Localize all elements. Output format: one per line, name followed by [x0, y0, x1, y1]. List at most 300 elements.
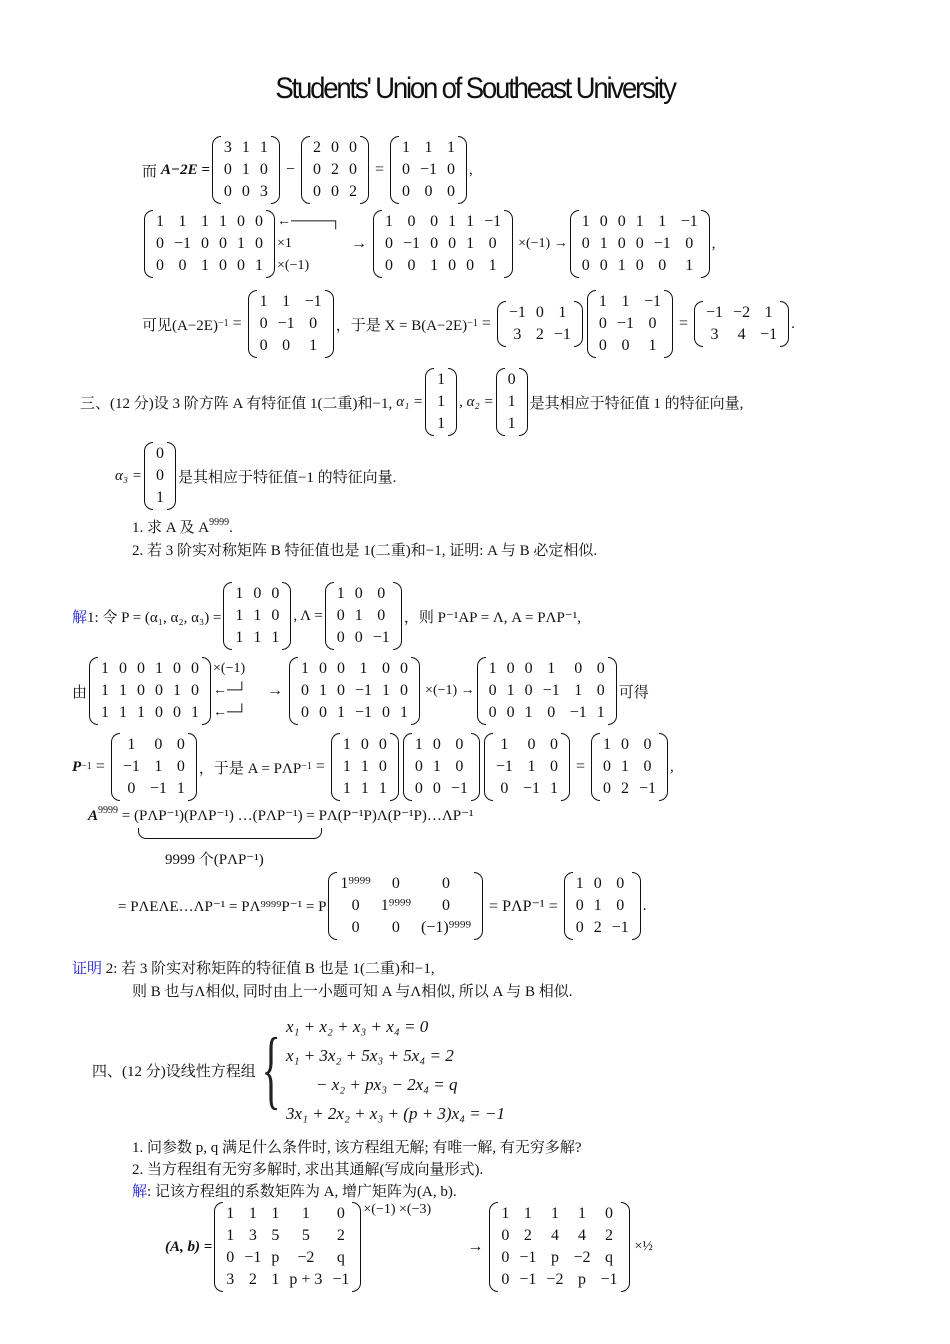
arrow-icon: →	[267, 682, 284, 699]
left-paren-icon	[325, 582, 334, 650]
right-paren-icon	[411, 657, 420, 725]
matrix-cell: 0	[336, 629, 345, 646]
augmented-matrix-line	[165, 1202, 653, 1292]
matrix-cell: 1	[271, 1271, 280, 1288]
matrix	[289, 657, 420, 725]
matrix-cell: 0	[407, 257, 416, 274]
matrix	[477, 657, 617, 725]
right-paren-icon	[471, 733, 480, 801]
matrix-cell: −1	[643, 293, 661, 310]
matrix-cell: 0	[547, 704, 556, 721]
matrix-cell: 3	[710, 326, 719, 343]
matrix-cell: 0	[312, 183, 321, 200]
matrix-cell: −1	[508, 304, 526, 321]
matrix-Lambda	[325, 582, 402, 650]
matrix-cell: 1	[360, 780, 369, 797]
matrix-cell: 0	[648, 315, 657, 332]
matrix-cell: 0	[635, 257, 644, 274]
matrix	[144, 210, 275, 278]
left-paren-icon	[212, 136, 221, 204]
matrix-cell: 0	[455, 758, 464, 775]
left-paren-icon	[564, 872, 573, 940]
matrix-cell: 1	[648, 337, 657, 354]
matrix-cell: 2	[336, 1227, 345, 1244]
row-op: ×1	[277, 236, 292, 251]
section3-heading: 三、(12 分)设 3 阶方阵 A 有特征值 1(二重)和−1,	[80, 395, 393, 412]
matrix-cell: −1	[611, 919, 629, 936]
matrix-cell: 1	[271, 629, 280, 646]
page-header-title: Students' Union of Southeast University	[275, 72, 675, 105]
left-paren-icon	[214, 1202, 223, 1292]
matrix-cell: 0	[501, 1271, 510, 1288]
matrix-cell: 0	[524, 682, 533, 699]
matrix-cell: 0	[219, 257, 228, 274]
matrix-cell: 1	[354, 607, 363, 624]
right-paren-icon	[632, 872, 641, 940]
matrix-cell: 1	[301, 1205, 310, 1222]
matrix-cell: 1	[319, 682, 328, 699]
matrix-cell: 1	[235, 585, 244, 602]
question-2: 2. 若 3 阶实对称矩阵 B 特征值也是 1(二重)和−1, 证明: A 与 B 必定相似.	[132, 543, 598, 559]
matrix-cell: 3	[513, 326, 522, 343]
matrix-cell: 2	[593, 919, 602, 936]
matrix-grid	[340, 733, 390, 801]
row-ops: ×(−1) ×(−3)	[363, 1202, 432, 1217]
right-paren-icon	[271, 136, 280, 204]
right-paren-icon	[664, 290, 673, 358]
proof-label: 证明	[72, 961, 103, 977]
matrix-cell: 0	[506, 660, 515, 677]
matrix-cell: 0	[255, 235, 264, 252]
matrix-cell: 1	[488, 660, 497, 677]
equals-sign: =	[95, 758, 105, 775]
matrix-cell: 1	[301, 660, 310, 677]
matrix-cell: 0	[176, 736, 185, 753]
matrix-cell: 3	[248, 1227, 257, 1244]
matrix-cell: 0	[337, 682, 346, 699]
matrix-grid	[573, 872, 632, 940]
matrix-cell: 0	[414, 780, 423, 797]
matrix-cell: −1	[174, 235, 192, 252]
matrix-P	[223, 582, 291, 650]
matrix-cell: 0	[506, 704, 515, 721]
right-paren-icon	[701, 210, 710, 278]
p-label: P	[72, 758, 82, 775]
power-expression: = (PΛP⁻¹)(PΛP⁻¹) …(PΛP⁻¹) = PΛ(P⁻¹P)Λ(P⁻¹P)…ΛP⁻¹	[121, 808, 474, 824]
left-paren-icon	[570, 210, 579, 278]
matrix-cell: 1	[237, 235, 246, 252]
equation: − x₂ + px₃ − 2x₄ = q	[316, 1075, 458, 1094]
matrix-cell: 1	[241, 139, 250, 156]
matrix-cell: 4	[550, 1227, 559, 1244]
matrix-cell: 0	[156, 235, 164, 252]
prefix-you: 由	[72, 684, 88, 701]
matrix-cell: 1	[549, 780, 558, 797]
matrix-cell: 1	[617, 257, 626, 274]
alpha3-tail: 是其相应于特征值−1 的特征向量.	[177, 469, 397, 486]
matrix-cell: 0	[155, 467, 164, 484]
matrix-cell: 0	[524, 660, 533, 677]
matrix-cell: 5	[301, 1227, 310, 1244]
matrix-cell: −1	[244, 1249, 262, 1266]
matrix-cell: 1	[507, 393, 516, 410]
matrix-cell: 0	[382, 704, 391, 721]
matrix-cell: 0	[282, 337, 291, 354]
matrix-cell: 0	[354, 629, 363, 646]
matrix-cell: 1	[101, 704, 110, 721]
matrix-cell: 0	[173, 660, 182, 677]
matrix-cell: 0	[377, 607, 386, 624]
left-paren-icon	[496, 368, 505, 436]
matrix-cell: 1	[342, 758, 351, 775]
row-reduction-2	[72, 657, 649, 725]
equals-sign: =	[481, 315, 491, 332]
matrix-grid	[596, 290, 664, 358]
matrix-cell: 0	[173, 704, 182, 721]
matrix-cell: 1	[764, 304, 773, 321]
section4-system	[92, 1012, 505, 1128]
solution1-tail: ，则 P⁻¹AP = Λ, A = PΛP⁻¹,	[403, 609, 581, 626]
matrix-cell: 0	[602, 758, 611, 775]
matrix-cell: −1	[519, 1249, 537, 1266]
matrix-cell: 1	[437, 393, 446, 410]
matrix-cell: 1	[558, 304, 567, 321]
matrix	[248, 290, 334, 358]
power2-expression: = PΛEΛE…ΛP⁻¹ = PΛ⁹⁹⁹⁹P⁻¹ = P	[118, 898, 327, 915]
matrix-cell: −1	[277, 315, 295, 332]
ke-de: 可得	[618, 684, 649, 701]
right-paren-icon	[474, 872, 483, 940]
right-paren-icon	[659, 733, 668, 801]
vector-alpha1	[425, 368, 457, 436]
matrix-cell: 0	[549, 736, 558, 753]
matrix-cell: 0	[237, 213, 246, 230]
matrix-cell: 1	[550, 1205, 559, 1222]
matrix-cell: 1	[581, 213, 590, 230]
right-paren-icon	[325, 290, 334, 358]
matrix-grid	[257, 290, 325, 358]
matrix-cell: 1	[437, 415, 446, 432]
matrix-cell: 1	[382, 682, 391, 699]
p-inverse-line: P −1 = 1 0 0 −1 1 0 0 −1 1 ，于是 A = PΛP −1 = 1 0 0 1 1 0 1 1 1 1 0 0 0 1 0 0 0 −1 1 0 0 −1 1 0 0 −1 1 = 1 0 0 0 1 0 0 2 −1 ,	[72, 733, 674, 801]
matrix-cell: 0	[377, 585, 386, 602]
left-paren-icon	[587, 290, 596, 358]
matrix-cell: −1	[355, 704, 373, 721]
row-op: ×(−1)	[277, 258, 310, 273]
matrix-cell: −1	[372, 629, 390, 646]
arrow-icon: ←─┘	[213, 705, 247, 720]
right-paren-icon	[390, 733, 399, 801]
matrix	[694, 301, 789, 347]
matrix-cell: 0	[400, 660, 409, 677]
matrix-cell: q	[605, 1249, 613, 1266]
matrix-cell: 3	[226, 1271, 235, 1288]
matrix-cell: 0	[488, 682, 497, 699]
matrix-cell: −1	[122, 758, 140, 775]
matrix-cell: 1	[119, 704, 128, 721]
matrix-cell: −1	[542, 682, 560, 699]
alpha1-label: α₁ =	[396, 393, 424, 410]
comma: ,	[469, 161, 473, 178]
matrix-grid	[98, 657, 202, 725]
proof2-text1: 2: 若 3 阶实对称矩阵的特征值 B 也是 1(二重)和−1,	[102, 961, 435, 977]
matrix-grid	[703, 301, 780, 347]
solution-label: 解	[132, 1184, 148, 1200]
matrix-grid	[120, 733, 188, 801]
matrix-cell: 1	[523, 1205, 532, 1222]
period: .	[229, 520, 233, 536]
matrix-grid	[334, 582, 393, 650]
matrix-cell: 1	[385, 213, 394, 230]
matrix-cell: 0	[447, 161, 456, 178]
row-reduction-1	[142, 210, 716, 278]
matrix-grid	[506, 301, 574, 347]
row-op-arrow-icon: ←────┐	[277, 214, 341, 229]
matrix-cell: 1	[201, 213, 210, 230]
right-paren-icon	[393, 582, 402, 650]
matrix-cell: 1	[137, 704, 146, 721]
matrix-cell: 0	[259, 337, 268, 354]
matrix-cell: 0	[391, 875, 400, 892]
matrix-cell: 0	[430, 235, 439, 252]
matrix	[214, 1202, 361, 1292]
matrix-cell: 1	[414, 736, 423, 753]
matrix-grid	[486, 657, 608, 725]
matrix-cell: −1	[304, 293, 322, 310]
left-paren-icon	[328, 872, 337, 940]
matrix-cell: 0	[312, 161, 321, 178]
matrix-cell: 0	[581, 235, 590, 252]
proof2-line2: 则 B 也与Λ相似, 同时由上一小题可知 A 与Λ相似, 所以 A 与 B 相似.	[132, 984, 573, 1000]
arrow-icon: ←─┘	[213, 683, 247, 698]
matrix	[489, 1202, 629, 1292]
right-paren-icon	[608, 657, 617, 725]
matrix-cell: 0	[455, 736, 464, 753]
matrix-cell: 0	[378, 758, 387, 775]
matrix-grid	[298, 657, 411, 725]
matrix-cell: 0	[442, 897, 451, 914]
matrix-cell: −1	[149, 780, 167, 797]
matrix-cell: 0	[430, 213, 439, 230]
matrix-cell: 1	[620, 758, 629, 775]
matrix-cell: 0	[337, 660, 346, 677]
matrix-cell: 0	[119, 660, 128, 677]
matrix-cell: p	[577, 1271, 586, 1288]
matrix-cell: 1	[342, 780, 351, 797]
left-paren-icon	[89, 657, 98, 725]
matrix-cell: 0	[442, 875, 451, 892]
minus-sign: −	[285, 161, 295, 178]
matrix-cell: p + 3	[289, 1271, 323, 1288]
matrix-cell: −2	[733, 304, 751, 321]
x-solution: 可见(A−2E) −1 = 1 1 −1 0 −1 0 0 0 1 ，于是 X = B(A−2E) −1 = −1 0 1 3 2 −1 1 1 −1 0 −1 0 0 0 1 = −1 −2 1 3 4 −1 .	[142, 290, 795, 358]
matrix	[331, 733, 399, 801]
matrix-cell: 0	[501, 1249, 510, 1266]
matrix-cell: 0	[424, 183, 433, 200]
matrix-cell: 2	[523, 1227, 532, 1244]
right-paren-icon	[519, 368, 528, 436]
matrix-cell: 4	[577, 1227, 586, 1244]
matrix-grid	[382, 210, 504, 278]
matrix	[570, 210, 710, 278]
matrix-cell: 0	[309, 315, 318, 332]
solution1-intro	[72, 582, 581, 650]
matrix-cell: 0	[253, 585, 262, 602]
matrix-cell: 1	[466, 235, 475, 252]
matrix-cell: 0	[385, 257, 394, 274]
matrix-cell: 0	[549, 758, 558, 775]
left-paren-icon	[301, 136, 310, 204]
question-1	[132, 516, 233, 537]
matrix-cell: 1	[201, 257, 210, 274]
x-expression: ，于是 X = B(A−2E)	[335, 317, 468, 334]
matrix-cell: 1	[155, 489, 164, 506]
matrix-cell: p	[271, 1249, 280, 1266]
matrix-cell: 0	[617, 235, 626, 252]
matrix-cell: 0	[575, 897, 584, 914]
inverse-label: 可见(A−2E)	[142, 317, 218, 334]
matrix-cell: 2	[348, 183, 357, 200]
equations	[286, 1012, 505, 1128]
matrix-cell: 0	[488, 235, 497, 252]
matrix-cell: 0	[271, 585, 280, 602]
left-paren-icon	[248, 290, 257, 358]
row-op: ×(−1) →	[425, 683, 475, 698]
matrix-cell: 1	[378, 780, 387, 797]
section4-q1: 1. 问参数 p, q 满足什么条件时, 该方程组无解; 有唯一解, 有无穷多解?	[132, 1140, 582, 1156]
matrix-cell: 0	[488, 704, 497, 721]
matrix-cell: 0	[391, 919, 400, 936]
matrix-cell: 1	[359, 660, 368, 677]
matrix-cell: 1	[448, 213, 457, 230]
matrix	[591, 733, 668, 801]
matrix-cell: 1	[424, 139, 433, 156]
right-paren-icon	[352, 1202, 361, 1292]
left-paren-icon	[489, 1202, 498, 1292]
matrix-grid	[505, 368, 519, 436]
matrix-cell: 3	[259, 183, 268, 200]
matrix-cell: −1	[484, 213, 502, 230]
matrix-cell: 0	[137, 682, 146, 699]
matrix-cell: 0	[354, 585, 363, 602]
matrix-cell: q	[336, 1249, 345, 1266]
matrix-cell: 5	[271, 1227, 280, 1244]
matrix	[564, 872, 641, 940]
matrix-cell: 1	[309, 337, 318, 354]
matrix-cell: 1	[500, 736, 509, 753]
prefix-er: 而	[142, 163, 158, 180]
matrix-cell: 1	[176, 780, 185, 797]
left-paren-icon	[484, 733, 493, 801]
matrix-cell: −2	[573, 1249, 591, 1266]
section4-q2: 2. 当方程组有无穷多解时, 求出其通解(写成向量形式).	[132, 1162, 484, 1178]
matrix-cell: 0	[575, 919, 584, 936]
matrix-cell: 0	[223, 161, 232, 178]
matrix-cell: 0	[348, 139, 357, 156]
matrix-cell: −2	[546, 1271, 564, 1288]
matrix-cell: 0	[596, 660, 605, 677]
arrow-icon: →	[467, 1238, 484, 1255]
matrix-cell: 0	[527, 736, 536, 753]
row-op: ×½	[634, 1239, 653, 1254]
matrix-cell: 3	[223, 139, 232, 156]
matrix-grid	[153, 210, 266, 278]
lhs: A−2E =	[161, 161, 210, 178]
matrix-cell: 0	[616, 875, 625, 892]
matrix-cell: 1	[506, 682, 515, 699]
matrix-cell: 2	[312, 139, 321, 156]
equation: x₁ + 3x₂ + 5x₃ + 5x₄ = 2	[286, 1046, 454, 1065]
right-paren-icon	[621, 1202, 630, 1292]
matrix-cell: 0	[330, 183, 339, 200]
matrix-cell: 0	[599, 257, 608, 274]
matrix-cell: 0	[617, 213, 626, 230]
matrix-grid	[434, 368, 448, 436]
matrix-cell: 1	[253, 607, 262, 624]
matrix	[497, 301, 583, 347]
left-paren-icon	[425, 368, 434, 436]
right-paren-icon	[167, 442, 176, 510]
matrix-cell: 0	[241, 183, 250, 200]
matrix-cell: 0	[301, 704, 310, 721]
right-paren-icon	[504, 210, 513, 278]
matrix-cell: 1	[430, 257, 439, 274]
matrix-cell: 0	[643, 736, 652, 753]
matrix-cell: 0	[685, 235, 694, 252]
a-expression: ，于是 A = PΛP	[198, 760, 302, 777]
matrix-cell: 0	[330, 139, 339, 156]
right-paren-icon	[266, 210, 275, 278]
matrix-cell: 1	[596, 704, 605, 721]
matrix-cell: 0	[535, 304, 544, 321]
matrix-cell: (−1)⁹⁹⁹⁹	[421, 919, 472, 936]
matrix-cell: 0	[178, 257, 187, 274]
matrix-cell: 1	[488, 257, 497, 274]
matrix-cell: 1	[432, 758, 441, 775]
matrix-grid	[310, 136, 360, 204]
equation: x₁ + x₂ + x₃ + x₄ = 0	[286, 1017, 429, 1036]
matrix-cell: 0	[223, 183, 232, 200]
proof2-line1	[72, 957, 435, 978]
matrix-cell: 1	[156, 213, 164, 230]
matrix-cell: 0	[605, 1205, 613, 1222]
left-paren-icon	[111, 733, 120, 801]
right-paren-icon	[282, 582, 291, 650]
matrix-cell: 1	[241, 161, 250, 178]
left-paren-icon	[223, 582, 232, 650]
matrix-cell: 1	[598, 293, 607, 310]
arrow-icon: →	[351, 235, 368, 252]
matrix-cell: 0	[599, 213, 608, 230]
matrix-cell: 2	[248, 1271, 257, 1288]
matrix-cell: −1	[616, 315, 634, 332]
matrix-cell: 0	[500, 780, 509, 797]
matrix-cell: −1	[419, 161, 438, 178]
matrix-grid	[600, 733, 659, 801]
matrix-cell: 0	[401, 161, 410, 178]
matrix-cell: 1	[226, 1227, 235, 1244]
row-ops	[277, 211, 347, 277]
matrix-cell: 0	[602, 780, 611, 797]
equation: 3x₁ + 2x₂ + x₃ + (p + 3)x₄ = −1	[286, 1104, 505, 1123]
matrix-cell: 0	[191, 660, 200, 677]
matrix-cell: 1	[235, 607, 244, 624]
matrix-cell: 1	[466, 213, 475, 230]
matrix-cell: 1	[259, 293, 268, 310]
equals-sign: =	[374, 161, 384, 178]
matrix-cell: 1	[154, 758, 163, 775]
right-paren-icon	[360, 136, 369, 204]
